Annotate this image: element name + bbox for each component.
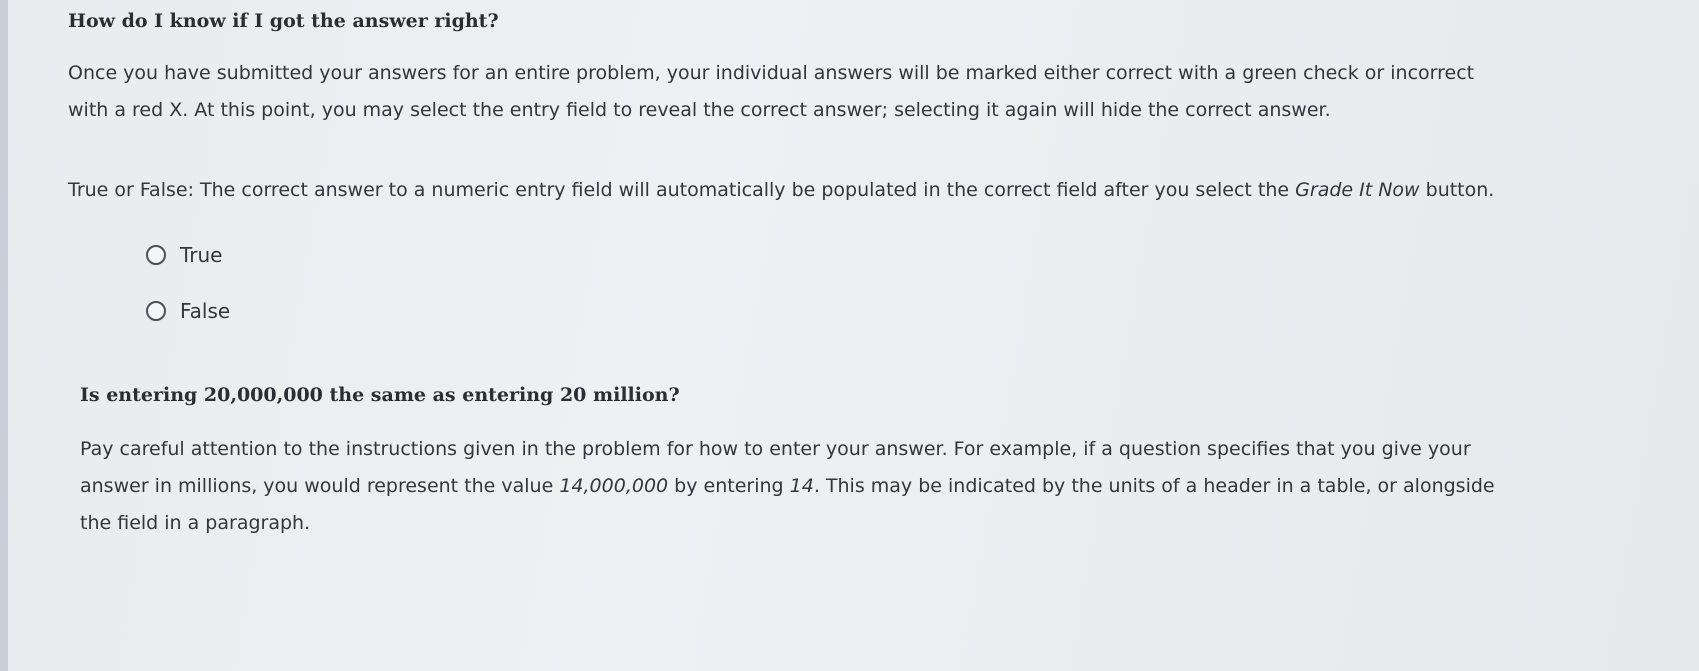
true-false-question [68,172,1494,209]
line2-part-c: . This may be indicated by the units of a header in a table, or alongside [813,475,1495,497]
section2-line-3: the field in a paragraph. [80,512,311,534]
question-suffix: button. [1419,179,1495,201]
true-radio-button[interactable] [146,245,166,265]
option-true[interactable] [146,243,222,267]
option-false-label[interactable]: False [180,299,231,323]
section1-paragraph [68,55,1474,129]
line2-part-b: by entering [668,475,790,497]
section2-paragraph [80,431,1495,542]
line2-part-a: answer in millions, you would represent the value [80,475,560,497]
value-14: 14 [789,475,814,497]
section1-paragraph-line-2: with a red X. At this point, you may select the entry field to reveal the correct answer; selecting it again will hide the correct answer. [68,99,1331,121]
section1-paragraph-line-1: Once you have submitted your answers for an entire problem, your individual answers will be marked either correct with a green check or incorrect [68,62,1475,84]
section2-line-1: Pay careful attention to the instructions given in the problem for how to enter your answer. For example, if a question specifies that you give your [80,438,1471,460]
grade-it-now-term: Grade It Now [1295,179,1420,201]
section2-line-2 [80,468,1495,505]
section2-heading: Is entering 20,000,000 the same as entering 20 million? [80,384,680,406]
false-radio-button[interactable] [146,301,166,321]
value-14000000: 14,000,000 [559,475,669,497]
option-true-label[interactable]: True [180,243,223,267]
section1-heading: How do I know if I got the answer right? [68,10,499,32]
question-text: True or False: The correct answer to a numeric entry field will automatically be populated in the correct field after you select the [68,179,1296,201]
option-false[interactable] [146,299,230,323]
